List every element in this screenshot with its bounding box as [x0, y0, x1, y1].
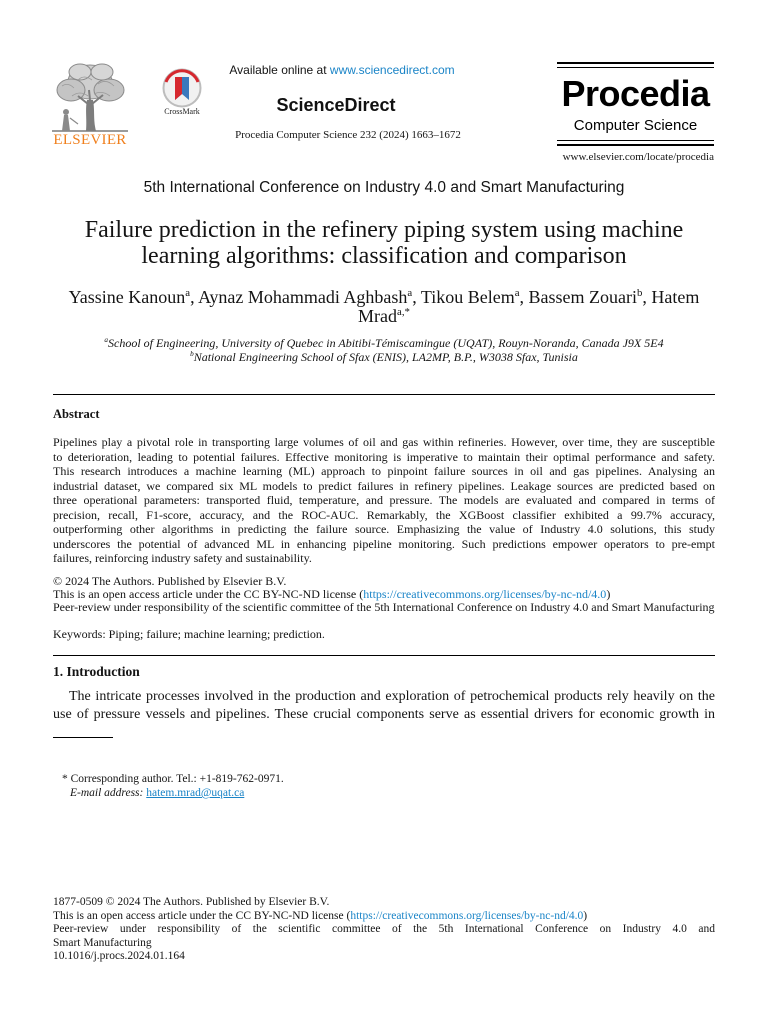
elsevier-tree-icon — [48, 60, 132, 134]
available-online-text: Available online at — [229, 63, 330, 77]
elsevier-wordmark: ELSEVIER — [53, 132, 127, 148]
doi[interactable]: 10.1016/j.procs.2024.01.164 — [53, 950, 185, 962]
author-separator: , — [642, 287, 652, 307]
author-separator: , — [412, 287, 421, 307]
author-affiliation-mark: a — [514, 287, 520, 299]
author-name: Aynaz Mohammadi Aghbash — [198, 287, 408, 307]
abstract-body — [53, 435, 715, 566]
abstract-top-rule — [53, 394, 715, 395]
affiliation-text: National Engineering School of Sfax (ENIS), LA2MP, B.P., W3038 Sfax, Tunisia — [193, 350, 578, 364]
procedia-bottom-rule-thin — [557, 140, 714, 141]
abstract-line: three operational parameters: transported fluid, temperature, and pressure. The models are evaluated and compared in terms of — [53, 493, 715, 507]
peer-review-line: Peer-review under responsibility of the scientific committee of the 5th International Conference on Industry 4.0 and Smart Manufacturing — [53, 600, 715, 614]
footer-peer-review-line: Smart Manufacturing — [53, 936, 152, 949]
author-separator: , — [190, 287, 199, 307]
issn-line: 1877-0509 © 2024 The Authors. Published by Elsevier B.V. — [53, 896, 330, 908]
sciencedirect-link[interactable]: www.sciencedirect.com — [329, 63, 455, 77]
affiliation-mark: b — [190, 350, 194, 358]
corresponding-author-note: * Corresponding author. Tel.: +1-819-762-0971. — [62, 773, 284, 785]
author-affiliation-mark: a — [407, 287, 413, 299]
journal-reference: Procedia Computer Science 232 (2024) 1663–1672 — [235, 129, 461, 141]
footer-peer-review-line: Peer-review under responsibility of the scientific committee of the 5th International Conference on Industry 4.0 and — [53, 923, 715, 935]
procedia-title: Procedia — [561, 73, 710, 114]
page-footer — [53, 896, 715, 964]
abstract-heading: Abstract — [53, 407, 100, 421]
footer-license-suffix: ) — [583, 909, 588, 922]
abstract-line: industrial dataset, we compared six ML models to predict failures in refinery pipelines. Leakage sources are predicted based on — [53, 478, 715, 493]
footer-license-line — [53, 910, 715, 924]
abstract-line: precision, recall, F1-score, accuracy, and the ROC-AUC. Remarkably, the XGBoost classifier exhibited a 99.7% accuracy, — [53, 507, 715, 522]
introduction-heading: 1. Introduction — [53, 664, 140, 679]
introduction-body — [53, 688, 715, 724]
abstract-line: Pipelines play a pivotal role in transporting large volumes of oil and gas within refineries. However, over time, they are susceptible — [53, 435, 715, 449]
author — [421, 287, 529, 307]
author-affiliation-mark: a — [185, 287, 191, 299]
author-name: Tikou Belem — [420, 287, 515, 307]
email-note — [70, 786, 244, 800]
crossmark-icon — [162, 68, 202, 108]
procedia-subtitle: Computer Science — [573, 117, 698, 134]
crossmark-badge[interactable] — [162, 68, 202, 108]
license-link[interactable]: https://creativecommons.org/licenses/by-nc-nd/4.0 — [363, 587, 607, 601]
introduction-line: use of pressure vessels and pipelines. These crucial components serve as essential drivers for economic growth in — [53, 707, 715, 722]
abstract-line: failures, reinforcing industry safety and sustainability. — [53, 551, 312, 565]
license-prefix: This is an open access article under the CC BY-NC-ND license ( — [53, 587, 364, 601]
keywords-bottom-rule — [53, 655, 715, 656]
author-affiliation-mark: a,* — [397, 306, 410, 318]
abstract-line: outperforming other algorithms in predicting the failure source. Emphasizing the value of Industry 4.0 solutions, this study — [53, 522, 715, 536]
copyright-block — [53, 575, 715, 614]
author-list — [53, 288, 715, 326]
author — [69, 287, 199, 307]
author-affiliation-mark: b — [637, 287, 643, 299]
abstract-line: underscores the potential of advanced ML in enhancing pipeline monitoring. Such predictions empower operators to pre-empt — [53, 536, 715, 551]
abstract-line: This research introduces a machine learning (ML) approach to pinpoint failure sources in oil and gas pipelines. Analysing an — [53, 464, 715, 478]
affiliation-mark: a — [104, 336, 108, 344]
conference-name: 5th International Conference on Industry 4.0 and Smart Manufacturing — [143, 179, 625, 196]
crossmark-label: CrossMark — [164, 107, 200, 116]
procedia-top-rule-thin — [557, 67, 714, 68]
available-online-line — [200, 63, 484, 77]
journal-url[interactable]: www.elsevier.com/locate/procedia — [562, 151, 714, 163]
author-name: Yassine Kanoun — [68, 287, 186, 307]
affiliation-a — [53, 336, 715, 350]
keywords: Keywords: Piping; failure; machine learning; prediction. — [53, 627, 325, 641]
footnote-rule — [53, 737, 113, 738]
affiliation-b — [53, 350, 715, 364]
email-label: E-mail address: — [70, 787, 144, 799]
procedia-bottom-rule-thick — [557, 144, 714, 146]
license-suffix: ) — [606, 587, 611, 601]
elsevier-tree-logo — [48, 60, 132, 134]
author-separator: , — [519, 287, 529, 307]
procedia-top-rule-thick — [557, 62, 714, 64]
email-link[interactable]: hatem.mrad@uqat.ca — [146, 787, 245, 799]
sciencedirect-logo: ScienceDirect — [276, 95, 396, 115]
author-name: Bassem Zouari — [528, 287, 638, 307]
author-name: Hatem Mrad — [358, 287, 700, 326]
affiliation-text: School of Engineering, University of Quebec in Abitibi-Témiscamingue (UQAT), Rouyn-Noranda, Canada J9X 5E4 — [108, 336, 664, 350]
introduction-line: The intricate processes involved in the production and exploration of petrochemical products rely heavily on the — [69, 689, 715, 704]
author — [198, 287, 421, 307]
author — [529, 287, 652, 307]
paper-title: Failure prediction in the refinery piping system using machine learning algorithms: classification and comparison — [84, 217, 684, 269]
footer-license-prefix: This is an open access article under the CC BY-NC-ND license ( — [53, 909, 351, 922]
abstract-line: to deterioration, leading to potential failures. Effective monitoring is imperative to maintain their optimal performance and safety. — [53, 449, 715, 464]
footer-license-link[interactable]: https://creativecommons.org/licenses/by-nc-nd/4.0 — [350, 909, 584, 922]
copyright-line: © 2024 The Authors. Published by Elsevier B.V. — [53, 574, 287, 588]
